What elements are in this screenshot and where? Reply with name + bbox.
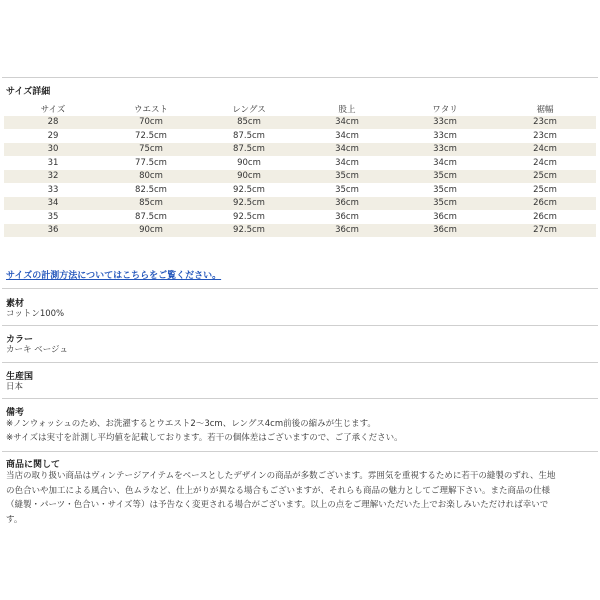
table-row [4,183,596,197]
product-notes [6,469,596,527]
table-row [4,143,596,157]
cell-waist: 75cm [139,144,163,155]
table-row [4,156,596,170]
product-note-line: の色合いや加工による風合い、色ムラなど、仕上がりが異なる場合もございますが、それらも商品の魅力としてご理解下さい。また商品の仕様 [6,485,551,496]
size-table [4,102,596,237]
cell-size: 28 [47,117,59,128]
header-thigh: ワタリ [432,104,458,115]
cell-waist: 90cm [139,225,163,236]
cell-rise: 34cm [335,144,359,155]
origin-value: 日本 [6,382,24,392]
cell-length: 92.5cm [233,225,265,236]
header-waist: ウエスト [133,104,168,115]
remarks-line: ※サイズは実寸を計測し平均値を記載しております。若干の個体差はございますので、ご了承ください。 [6,433,403,443]
cell-thigh: 33cm [433,130,457,141]
header-rise: 股上 [338,104,356,115]
cell-hem: 23cm [533,117,557,128]
cell-thigh: 33cm [433,144,457,155]
cell-waist: 85cm [139,198,163,209]
cell-thigh: 35cm [433,184,457,195]
cell-hem: 25cm [533,184,557,195]
cell-size: 34 [47,198,59,209]
divider [2,362,598,363]
cell-rise: 36cm [335,211,359,222]
divider [2,288,598,289]
product-note-line: （縫製・パーツ・色合い・サイズ等）は予告なく変更される場合がございます。以上の点をご理解いただいた上でお楽しみいただければ幸いで [6,500,549,510]
origin-title: 生産国 [6,372,34,382]
table-row [4,129,596,143]
cell-waist: 87.5cm [135,211,167,222]
cell-size: 30 [47,144,59,155]
header-size: サイズ [40,104,66,115]
cell-waist: 80cm [139,171,163,182]
table-row [4,116,596,130]
cell-length: 90cm [237,171,261,182]
divider [2,325,598,326]
material-title: 素材 [6,299,25,309]
cell-size: 29 [47,130,59,141]
divider [2,398,598,399]
cell-rise: 35cm [335,184,359,195]
cell-thigh: 33cm [433,117,457,128]
cell-hem: 26cm [533,198,557,209]
cell-size: 33 [47,184,59,195]
cell-size: 32 [47,171,59,182]
cell-thigh: 36cm [433,225,457,236]
cell-length: 87.5cm [233,144,265,155]
product-note-line: す。 [6,514,23,525]
cell-thigh: 34cm [433,157,457,168]
header-length: レングス [232,104,266,115]
cell-size: 36 [47,225,59,236]
cell-rise: 36cm [335,198,359,209]
table-row [4,210,596,224]
cell-hem: 25cm [533,171,557,182]
remarks-title: 備考 [6,408,25,418]
cell-rise: 36cm [335,225,359,236]
cell-thigh: 36cm [433,211,457,222]
cell-thigh: 35cm [433,171,457,182]
header-hem: 裾幅 [536,104,554,115]
cell-length: 85cm [237,117,261,128]
cell-waist: 82.5cm [135,184,167,195]
size-measure-link[interactable]: サイズの計測方法についてはこちらをご覧ください。 [6,271,222,281]
cell-waist: 77.5cm [135,157,167,168]
cell-rise: 34cm [335,130,359,141]
cell-hem: 24cm [533,144,557,155]
product-note-line: 当店の取り扱い商品はヴィンテージアイテムをベースとしたデザインの商品が多数ございます。雰囲気を重視するために若干の縫製のずれ、生地 [6,471,556,481]
table-row [4,170,596,184]
color-value: カーキ ベージュ [6,345,68,355]
cell-rise: 34cm [335,117,359,128]
table-row [4,224,596,238]
cell-thigh: 35cm [433,198,457,209]
cell-length: 92.5cm [233,211,265,222]
cell-rise: 34cm [335,157,359,168]
cell-hem: 26cm [533,211,557,222]
cell-size: 31 [47,157,59,168]
color-title: カラー [6,335,34,345]
cell-length: 90cm [237,157,261,168]
material-value: コットン100% [6,309,65,319]
cell-size: 35 [47,211,59,222]
cell-hem: 27cm [533,225,557,236]
divider [2,451,598,452]
cell-length: 87.5cm [233,130,265,141]
divider [2,77,598,78]
cell-waist: 70cm [139,117,163,128]
cell-hem: 24cm [533,157,557,168]
cell-length: 92.5cm [233,198,265,209]
cell-hem: 23cm [533,130,557,141]
table-row [4,197,596,211]
size-section-title: サイズ詳細 [6,87,51,97]
remarks-line: ※ノンウォッシュのため、お洗濯するとウエスト2～3cm、レングス4cm前後の縮みが生じます。 [6,419,376,429]
cell-waist: 72.5cm [135,130,167,141]
product-title: 商品に関して [6,460,61,470]
size-table-header-row [4,102,596,116]
cell-length: 92.5cm [233,184,265,195]
cell-rise: 35cm [335,171,359,182]
